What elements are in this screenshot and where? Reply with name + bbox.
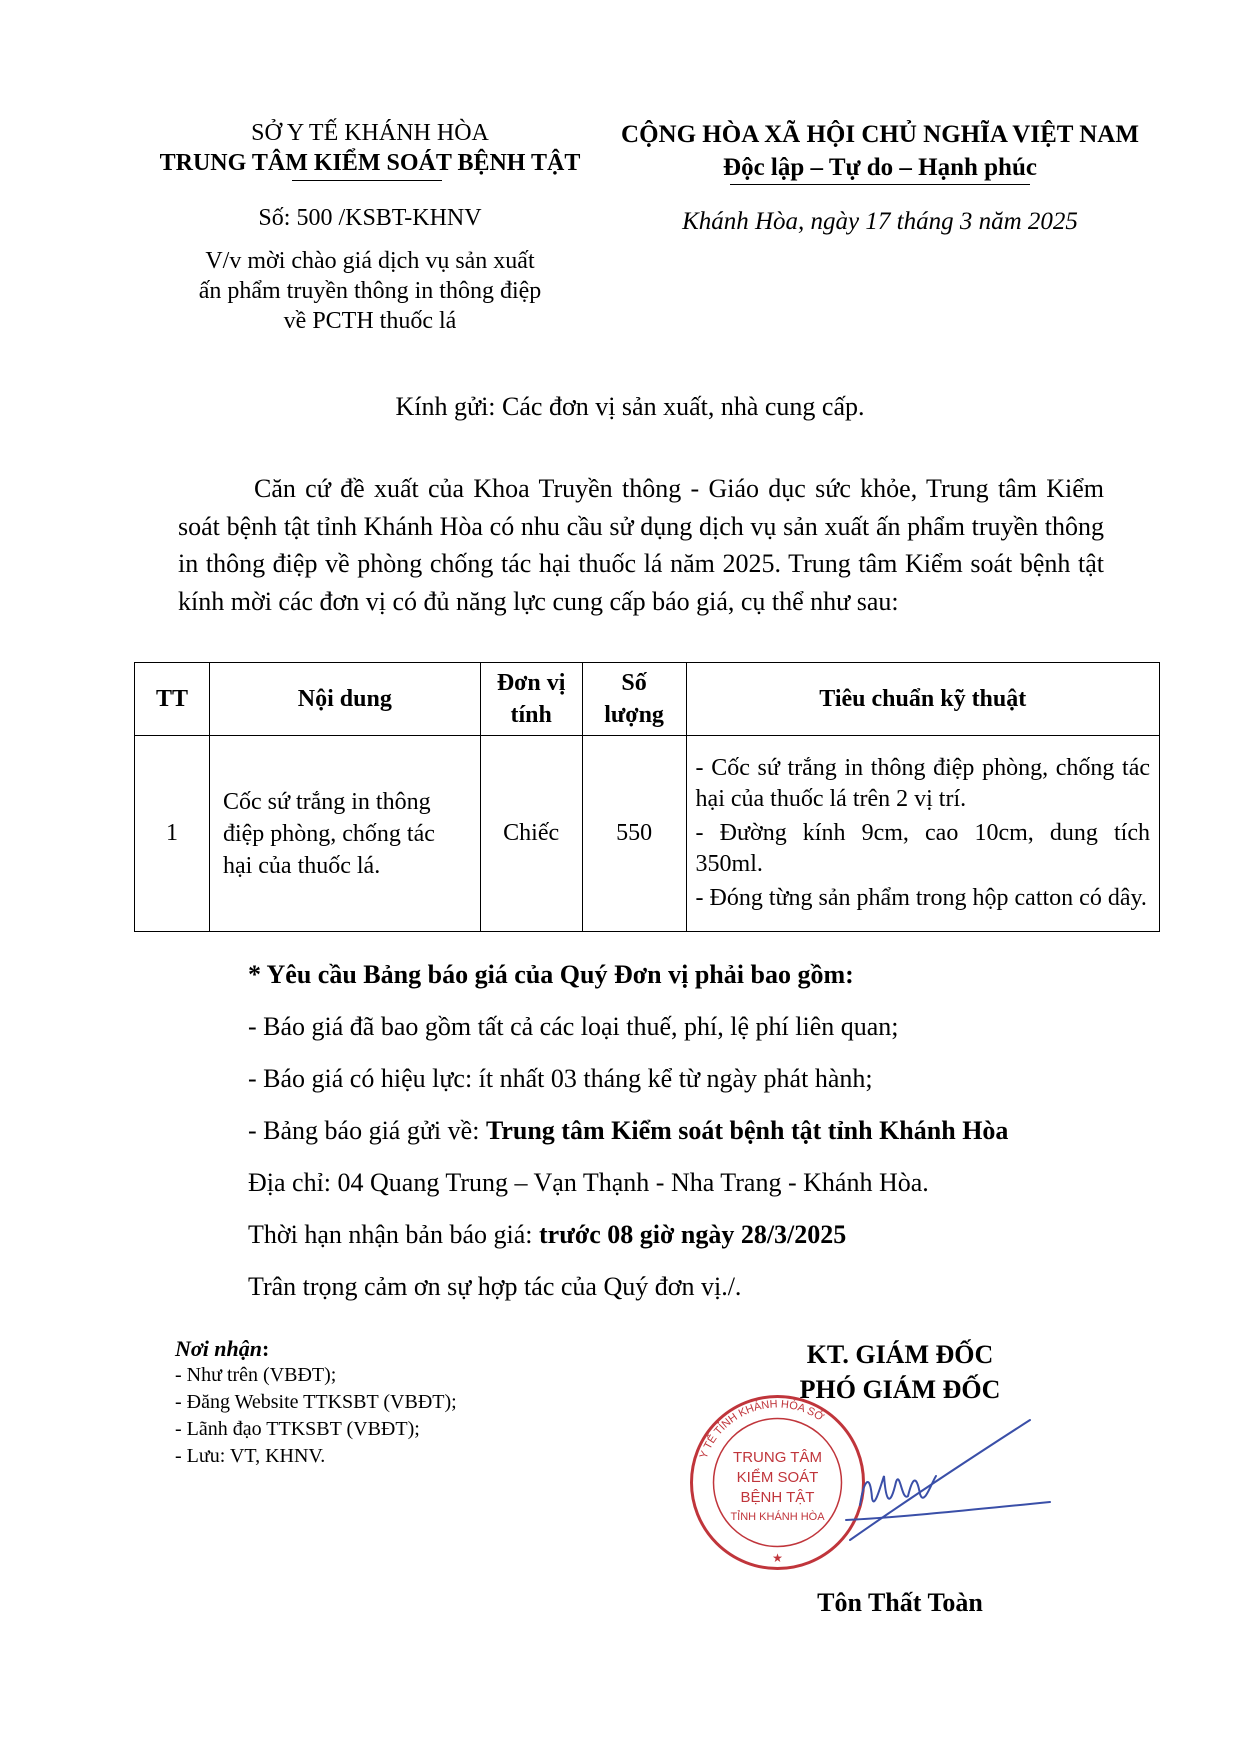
col-content: Nội dung	[209, 663, 480, 736]
cell-qty	[582, 736, 686, 932]
requirement-item	[248, 1116, 1008, 1146]
requirement-item: - Báo giá đã bao gồm tất cả các loại thuế, phí, lệ phí liên quan;	[248, 1012, 899, 1041]
col-tt: TT	[135, 663, 210, 736]
col-spec: Tiêu chuẩn kỹ thuật	[686, 663, 1159, 736]
cell-unit-text: Chiếc	[503, 820, 560, 846]
recipient-item: - Đăng Website TTKSBT (VBĐT);	[175, 1391, 457, 1413]
recipient-item: - Như trên (VBĐT);	[175, 1364, 337, 1386]
cell-unit	[480, 736, 582, 932]
address: Địa chỉ: 04 Quang Trung – Vạn Thạnh - Nha Trang - Khánh Hòa.	[248, 1168, 929, 1197]
table-row	[135, 736, 1160, 932]
cell-content	[209, 736, 480, 932]
nation-name: CỘNG HÒA XÃ HỘI CHỦ NGHĨA VIỆT NAM	[621, 121, 1139, 148]
header-right-underline	[730, 184, 1030, 185]
org-name: TRUNG TÂM KIỂM SOÁT BỆNH TẬT	[159, 150, 581, 176]
subject	[150, 246, 590, 336]
spec-table	[134, 662, 1160, 932]
header-left	[150, 118, 590, 178]
recipients-title	[175, 1335, 457, 1362]
place-date: Khánh Hòa, ngày 17 tháng 3 năm 2025	[682, 208, 1078, 235]
stamp-line: TRUNG TÂM	[733, 1449, 822, 1466]
recipients-title-text: Nơi nhận	[175, 1336, 263, 1361]
stamp-line: KIỂM SOÁT	[736, 1469, 819, 1486]
thanks: Trân trọng cảm ơn sự hợp tác của Quý đơn vị./.	[248, 1272, 742, 1301]
recipients-colon: :	[262, 1336, 270, 1361]
sig-title-2: PHÓ GIÁM ĐỐC	[799, 1375, 1001, 1404]
cell-content-text: Cốc sứ trắng in thông điệp phòng, chống tác hại của thuốc lá.	[222, 788, 435, 879]
recipients-block	[175, 1335, 457, 1470]
col-qty-line2: lượng	[604, 702, 664, 728]
col-unit-line2: tính	[510, 702, 552, 728]
intro-paragraph	[178, 470, 1104, 620]
requirement-bold: Trung tâm Kiểm soát bệnh tật tỉnh Khánh Hòa	[485, 1116, 1009, 1145]
deadline	[248, 1220, 846, 1250]
col-unit	[480, 663, 582, 736]
col-qty	[582, 663, 686, 736]
motto: Độc lập – Tự do – Hạnh phúc	[723, 154, 1037, 181]
doc-number: Số: 500 /KSBT-KHNV	[258, 205, 482, 231]
cell-qty-text: 550	[616, 820, 653, 846]
header-left-underline	[292, 180, 442, 181]
subject-line: về PCTH thuốc lá	[283, 308, 457, 334]
col-unit-line1: Đơn vị	[496, 670, 566, 696]
stamp-ring-text: Y TẾ TỈNH KHÁNH HÒA SỞ	[697, 1398, 826, 1461]
agency-name: SỞ Y TẾ KHÁNH HÒA	[251, 120, 489, 146]
deadline-bold: trước 08 giờ ngày 28/3/2025	[539, 1220, 847, 1249]
requirement-prefix: - Bảng báo giá gửi về:	[248, 1116, 486, 1145]
cell-tt-text: 1	[165, 820, 178, 846]
spec-item: - Cốc sứ trắng in thông điệp phòng, chống tác hại của thuốc lá trên 2 vị trí.	[695, 755, 1150, 812]
intro-text: Căn cứ đề xuất của Khoa Truyền thông - Giáo dục sức khỏe, Trung tâm Kiểm soát bệnh tật tỉnh Khánh Hòa có nhu cầu sử dụng dịch vụ sản xuất ấn phẩm truyền thông in thông điệp về phòng chống tác hại thuốc lá năm 2025. Trung tâm Kiểm soát bệnh tật kính mời các đơn vị có đủ năng lực cung cấp báo giá, cụ thể như sau:	[178, 474, 1104, 616]
handwritten-signature	[840, 1410, 1060, 1560]
subject-line: ấn phẩm truyền thông in thông điệp	[198, 278, 542, 304]
table-header-row	[135, 663, 1160, 736]
requirements-title: * Yêu cầu Bảng báo giá của Quý Đơn vị phải bao gồm:	[248, 960, 854, 989]
stamp-line: TỈNH KHÁNH HÒA	[730, 1511, 825, 1523]
stamp-star-icon: ★	[772, 1551, 783, 1565]
recipient-line: Kính gửi: Các đơn vị sản xuất, nhà cung cấp.	[395, 392, 865, 421]
requirement-item: - Báo giá có hiệu lực: ít nhất 03 tháng kể từ ngày phát hành;	[248, 1064, 873, 1093]
cell-spec	[686, 736, 1159, 932]
sig-title-1: KT. GIÁM ĐỐC	[806, 1340, 994, 1369]
header-right	[610, 118, 1150, 184]
signer-name: Tôn Thất Toàn	[817, 1588, 983, 1617]
recipient-item: - Lãnh đạo TTKSBT (VBĐT);	[175, 1418, 420, 1440]
stamp-line: BỆNH TẬT	[740, 1489, 815, 1506]
spec-item: - Đóng từng sản phẩm trong hộp catton có dây.	[695, 885, 1147, 912]
col-qty-line1: Số	[621, 670, 647, 696]
spec-item: - Đường kính 9cm, cao 10cm, dung tích 350ml.	[695, 820, 1150, 877]
recipient-item: - Lưu: VT, KHNV.	[175, 1445, 326, 1467]
cell-tt	[135, 736, 210, 932]
deadline-prefix: Thời hạn nhận bản báo giá:	[248, 1220, 540, 1249]
subject-line: V/v mời chào giá dịch vụ sản xuất	[205, 248, 535, 274]
